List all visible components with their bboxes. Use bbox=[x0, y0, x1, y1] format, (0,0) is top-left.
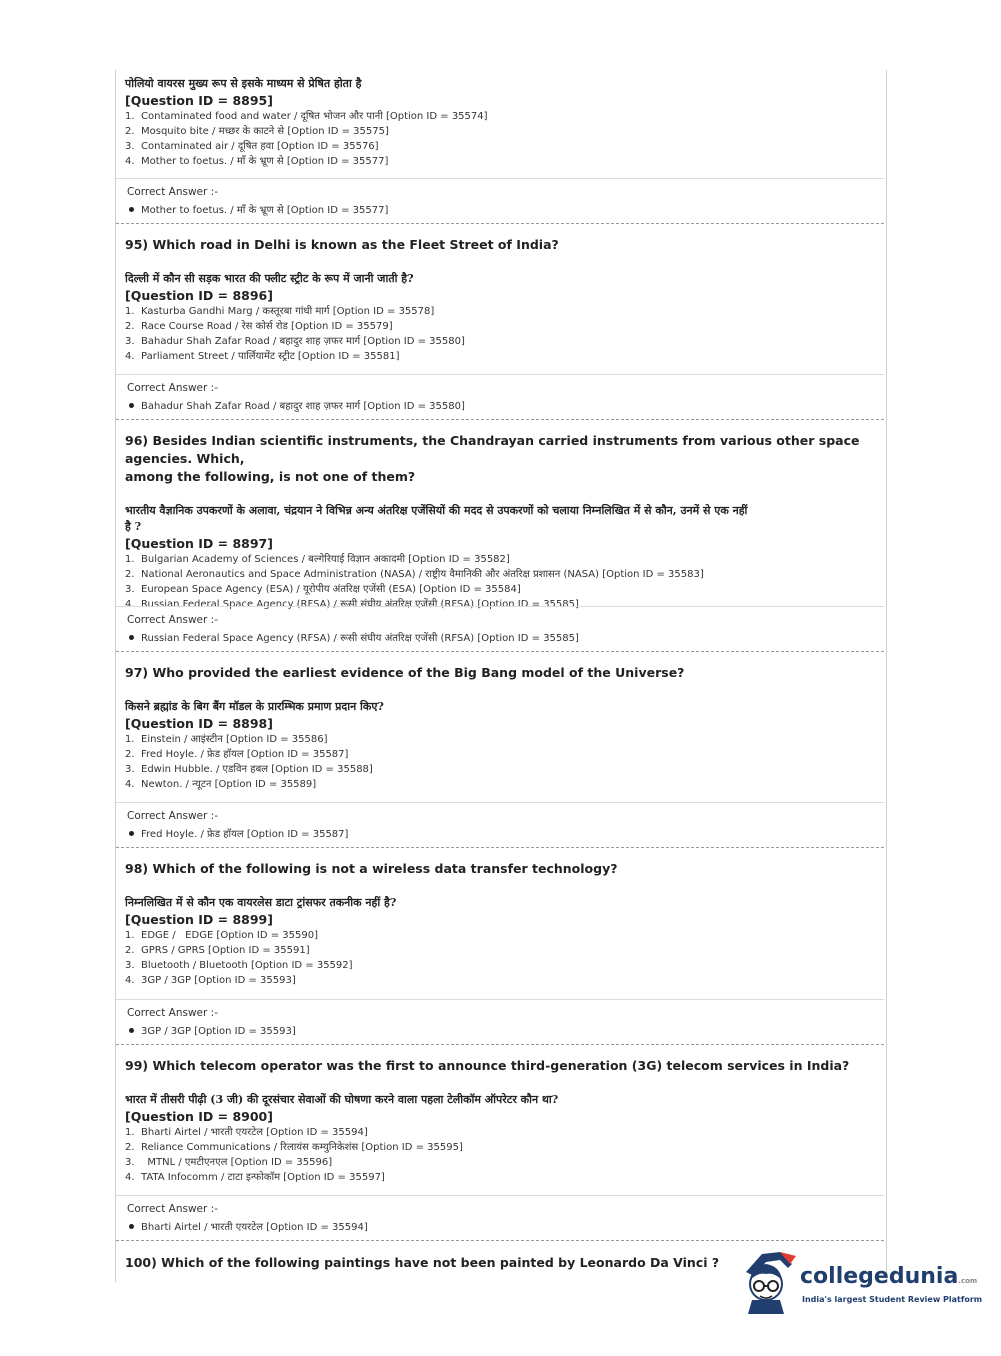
question-text: 95) Which road in Delhi is known as the Fleet Street of India? bbox=[125, 237, 559, 252]
question-97 bbox=[115, 664, 885, 792]
question-hindi: निम्नलिखित में से कौन एक वायरलेस डाटा ट्रांसफर तकनीक नहीं है? bbox=[125, 896, 397, 909]
correct-answer-96 bbox=[116, 606, 884, 651]
options-list bbox=[125, 304, 871, 364]
question-text: 97) Who provided the earliest evidence of the Big Bang model of the Universe? bbox=[125, 665, 685, 680]
question-id: [Question ID = 8895] bbox=[125, 93, 273, 108]
option-3: 3. European Space Agency (ESA) / यूरोपीय अंतरिक्ष एजेंसी (ESA) [Option ID = 35584] bbox=[125, 584, 521, 595]
collegedunia-logo bbox=[740, 1250, 983, 1314]
question-95 bbox=[115, 236, 885, 364]
option-1: 1. Bharti Airtel / भारती एयरटेल [Option ID = 35594] bbox=[125, 1127, 368, 1138]
mascot-icon bbox=[740, 1250, 798, 1314]
correct-answer-95 bbox=[116, 374, 884, 419]
logo-wordmark: collegedunia.com bbox=[800, 1264, 978, 1289]
correct-answer-value: Mother to foetus. / माँ के भ्रूण से [Option ID = 35577] bbox=[127, 203, 884, 218]
correct-answer-value: Bharti Airtel / भारती एयरटेल [Option ID = 35594] bbox=[127, 1220, 884, 1235]
question-text: 100) Which of the following paintings have not been painted by Leonardo Da Vinci ? bbox=[125, 1255, 720, 1270]
correct-answer-value: Russian Federal Space Agency (RFSA) / रूसी संघीय अंतरिक्ष एजेंसी (RFSA) [Option ID = 35585] bbox=[127, 631, 884, 646]
options-list bbox=[125, 1125, 871, 1185]
correct-answer-value: Bahadur Shah Zafar Road / बहादुर शाह ज़फर मार्ग [Option ID = 35580] bbox=[127, 399, 884, 414]
option-3: 3. Contaminated air / दूषित हवा [Option ID = 35576] bbox=[125, 141, 379, 152]
option-4: 4. TATA Infocomm / टाटा इन्फोकॉम [Option ID = 35597] bbox=[125, 1172, 385, 1183]
option-3: 3. MTNL / एमटीएनएल [Option ID = 35596] bbox=[125, 1157, 333, 1168]
options-list bbox=[125, 552, 871, 612]
correct-answer-97 bbox=[116, 802, 884, 847]
question-98 bbox=[115, 860, 885, 988]
option-4: 4. Mother to foetus. / माँ के भ्रूण से [Option ID = 35577] bbox=[125, 156, 389, 167]
bullet-icon bbox=[129, 207, 134, 212]
option-3: 3. Bluetooth / Bluetooth [Option ID = 35592] bbox=[125, 960, 353, 971]
bullet-icon bbox=[129, 635, 134, 640]
option-4: 4. Parliament Street / पार्लियामेंट स्ट्रीट [Option ID = 35581] bbox=[125, 351, 400, 362]
question-hindi: पोलियो वायरस मुख्य रूप से इसके माध्यम से प्रेषित होता है bbox=[125, 77, 362, 90]
separator bbox=[116, 223, 884, 224]
option-1: 1. Kasturba Gandhi Marg / कस्तूरबा गांधी मार्ग [Option ID = 35578] bbox=[125, 306, 435, 317]
separator bbox=[116, 1240, 884, 1241]
option-2: 2. Race Course Road / रेस कोर्स रोड [Option ID = 35579] bbox=[125, 321, 393, 332]
bullet-icon bbox=[129, 831, 134, 836]
options-list bbox=[125, 732, 871, 792]
option-1: 1. Contaminated food and water / दूषित भोजन और पानी [Option ID = 35574] bbox=[125, 111, 488, 122]
correct-answer-label: Correct Answer :- bbox=[127, 382, 218, 394]
question-94 bbox=[115, 76, 885, 169]
correct-answer-label: Correct Answer :- bbox=[127, 186, 218, 198]
separator bbox=[116, 419, 884, 420]
question-99 bbox=[115, 1057, 885, 1185]
option-1: 1. EDGE / EDGE [Option ID = 35590] bbox=[125, 930, 318, 941]
question-id: [Question ID = 8897] bbox=[125, 536, 273, 551]
question-hindi: भारतीय वैज्ञानिक उपकरणों के अलावा, चंद्रयान ने विभिन्न अन्य अंतरिक्ष एजेंसियों की मदद से उपकरणों को चलाया निम्नलिखित में से कौन, उनमें से एक नहीं bbox=[125, 504, 748, 517]
correct-answer-99 bbox=[116, 1195, 884, 1240]
option-2: 2. Reliance Communications / रिलायंस कम्युनिकेशंस [Option ID = 35595] bbox=[125, 1142, 463, 1153]
question-id: [Question ID = 8899] bbox=[125, 912, 273, 927]
option-1: 1. Bulgarian Academy of Sciences / बल्गेरियाई विज्ञान अकादमी [Option ID = 35582] bbox=[125, 554, 510, 565]
question-hindi-line2: है ? bbox=[125, 520, 142, 533]
correct-answer-value: Fred Hoyle. / फ्रेड हॉयल [Option ID = 35587] bbox=[127, 827, 884, 842]
option-2: 2. Fred Hoyle. / फ्रेड हॉयल [Option ID = 35587] bbox=[125, 749, 349, 760]
question-id: [Question ID = 8896] bbox=[125, 288, 273, 303]
logo-tagline: India's largest Student Review Platform bbox=[802, 1295, 983, 1304]
correct-answer-98 bbox=[116, 999, 884, 1044]
options-list bbox=[125, 928, 871, 988]
question-96 bbox=[115, 432, 885, 612]
option-4: 4. 3GP / 3GP [Option ID = 35593] bbox=[125, 975, 296, 986]
question-hindi: दिल्ली में कौन सी सड़क भारत की फ्लीट स्ट्रीट के रूप में जानी जाती है? bbox=[125, 272, 414, 285]
question-id: [Question ID = 8898] bbox=[125, 716, 273, 731]
separator bbox=[116, 1044, 884, 1045]
options-list bbox=[125, 109, 871, 169]
bullet-icon bbox=[129, 403, 134, 408]
correct-answer-label: Correct Answer :- bbox=[127, 1203, 218, 1215]
option-1: 1. Einstein / आइंस्टीन [Option ID = 35586] bbox=[125, 734, 328, 745]
question-text: 96) Besides Indian scientific instruments, the Chandrayan carried instruments from various other space agencies. Which, bbox=[125, 433, 860, 466]
question-id: [Question ID = 8900] bbox=[125, 1109, 273, 1124]
bullet-icon bbox=[129, 1224, 134, 1229]
question-text-line2: among the following, is not one of them? bbox=[125, 469, 416, 484]
correct-answer-label: Correct Answer :- bbox=[127, 614, 218, 626]
option-4: 4. Russian Federal Space Agency (RFSA) / रूसी संघीय अंतरिक्ष एजेंसी (RFSA) [Option ID = 35585] bbox=[125, 599, 579, 610]
correct-answer-94 bbox=[116, 178, 884, 223]
question-text: 99) Which telecom operator was the first to announce third-generation (3G) telecom services in India? bbox=[125, 1058, 850, 1073]
question-hindi: किसने ब्रह्मांड के बिग बैंग मॉडल के प्रारम्भिक प्रमाण प्रदान किए? bbox=[125, 700, 384, 713]
option-3: 3. Bahadur Shah Zafar Road / बहादुर शाह ज़फर मार्ग [Option ID = 35580] bbox=[125, 336, 465, 347]
correct-answer-label: Correct Answer :- bbox=[127, 810, 218, 822]
option-2: 2. National Aeronautics and Space Administration (NASA) / राष्ट्रीय वैमानिकी और अंतरिक्ष प्रशासन (NASA) [Option ID = 35583] bbox=[125, 569, 704, 580]
correct-answer-value: 3GP / 3GP [Option ID = 35593] bbox=[127, 1024, 884, 1039]
option-3: 3. Edwin Hubble. / एडविन हबल [Option ID = 35588] bbox=[125, 764, 373, 775]
question-text: 98) Which of the following is not a wireless data transfer technology? bbox=[125, 861, 618, 876]
correct-answer-label: Correct Answer :- bbox=[127, 1007, 218, 1019]
option-4: 4. Newton. / न्यूटन [Option ID = 35589] bbox=[125, 779, 317, 790]
separator bbox=[116, 651, 884, 652]
question-hindi: भारत में तीसरी पीढ़ी (3 जी) की दूरसंचार सेवाओं की घोषणा करने वाला पहला टेलीकॉम ऑपरेटर कौन था? bbox=[125, 1093, 559, 1106]
bullet-icon bbox=[129, 1028, 134, 1033]
separator bbox=[116, 847, 884, 848]
option-2: 2. GPRS / GPRS [Option ID = 35591] bbox=[125, 945, 310, 956]
option-2: 2. Mosquito bite / मच्छर के काटने से [Option ID = 35575] bbox=[125, 126, 389, 137]
